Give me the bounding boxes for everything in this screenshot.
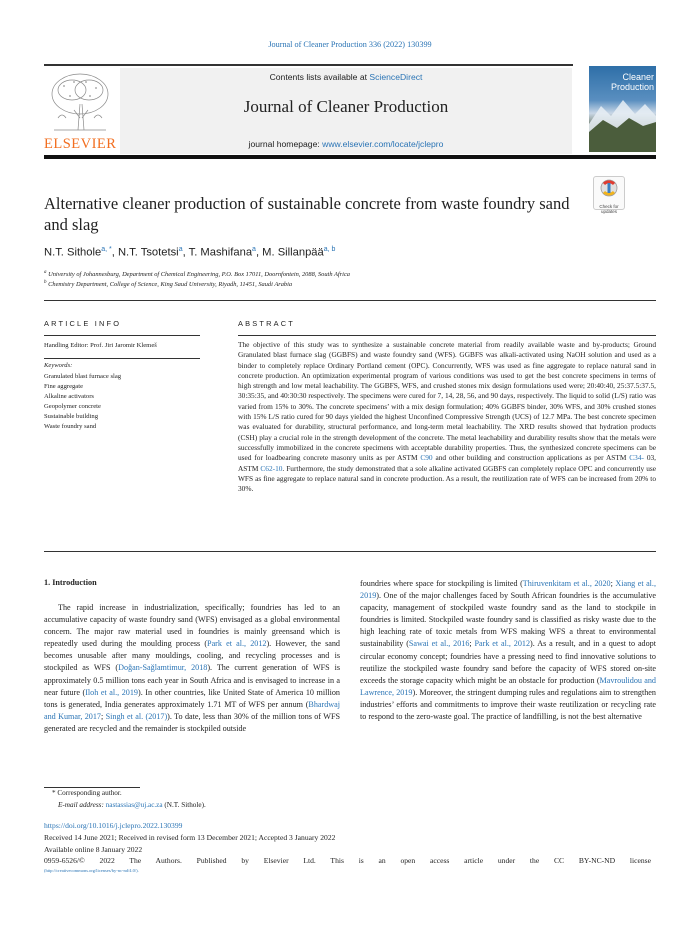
author-name[interactable]: M. Sillanpää bbox=[262, 246, 324, 259]
doi-link[interactable]: https://doi.org/10.1016/j.jclepro.2022.130399 bbox=[44, 821, 183, 830]
keyword: Waste foundry sand bbox=[44, 423, 97, 430]
affiliation bbox=[44, 280, 292, 288]
available-online-date: Available online 8 January 2022 bbox=[44, 845, 143, 854]
citation-link[interactable]: Mavroulidou and Lawrence, 2019 bbox=[360, 675, 656, 697]
affiliation-key: b bbox=[44, 280, 47, 285]
journal-cover-image[interactable] bbox=[589, 66, 656, 152]
body-text: ; bbox=[101, 711, 106, 721]
introduction-heading: 1. Introduction bbox=[44, 578, 97, 587]
journal-homepage-link[interactable]: www.elsevier.com/locate/jclepro bbox=[322, 139, 444, 149]
email-label: E-mail address: bbox=[58, 801, 106, 809]
article-info-heading: ARTICLE INFO bbox=[44, 319, 122, 328]
citation-link[interactable]: Singh et al. (2017) bbox=[105, 711, 168, 721]
author-affiliation-mark[interactable]: a, * bbox=[101, 246, 112, 253]
handling-editor: Handling Editor: Prof. Jiri Jaromir Klemeš bbox=[44, 342, 157, 349]
keyword: Sustainable building bbox=[44, 413, 99, 420]
citation-link[interactable]: Doğan-Sağlamtimur, 2018 bbox=[118, 663, 208, 673]
keyword: Geopolymer concrete bbox=[44, 403, 101, 410]
citation-link[interactable]: Xiang et al., 2019 bbox=[360, 579, 656, 601]
author-affiliation-mark[interactable]: a, b bbox=[323, 246, 336, 253]
body-text: ). To date, less than 30% of the million tons of WFS generated are recycled and the remainder is stockpiled outside bbox=[44, 711, 340, 733]
license-link[interactable]: (http://creativecommons.org/licenses/by-nc-nd/4.0/). bbox=[44, 868, 139, 873]
author-affiliation-mark[interactable]: a bbox=[178, 246, 183, 253]
affiliation-text: University of Johannesburg, Department of Chemical Engineering, P.O. Box 17011, Doornfontein, 2088, South Africa bbox=[48, 271, 350, 279]
abstract-rule bbox=[238, 335, 656, 336]
sciencedirect-link[interactable]: ScienceDirect bbox=[369, 72, 423, 82]
abstract-text bbox=[238, 340, 656, 494]
keyword: Granulated blast furnace slag bbox=[44, 373, 122, 380]
body-text: ). However, the sand becomes unusable after many mouldings, cooling, and recycling processes and is stockpiled as WFS ( bbox=[44, 639, 340, 673]
astm-c90-link[interactable]: C90 bbox=[420, 453, 433, 463]
journal-title: Journal of Cleaner Production bbox=[243, 97, 449, 116]
journal-homepage-line bbox=[120, 139, 572, 149]
citation-link[interactable]: Sawai et al., 2016 bbox=[408, 639, 470, 649]
received-dates: Received 14 June 2021; Received in revised form 13 December 2021; Accepted 3 January 2022 bbox=[44, 833, 336, 842]
crossmark-label: Check for updates bbox=[599, 204, 619, 214]
body-column-left bbox=[44, 602, 340, 735]
email-suffix: (N.T. Sithole). bbox=[162, 801, 206, 809]
body-text: foundries where space for stockpiling is limited ( bbox=[360, 579, 523, 588]
citation-link[interactable]: Park et al., 2012 bbox=[207, 639, 267, 649]
header-top-rule bbox=[44, 64, 573, 66]
abstract-segment: and other building and construction applications as per ASTM bbox=[432, 453, 630, 463]
keyword: Fine aggregate bbox=[44, 383, 83, 390]
body-text: ; bbox=[610, 579, 616, 588]
body-text: ). In other countries, like United State of America 10 million tons is generated, India generates approximately 1.71 MT of WFS per annum ( bbox=[44, 687, 340, 709]
contents-line bbox=[120, 72, 572, 82]
author-name[interactable]: T. Mashifana bbox=[188, 246, 253, 259]
keywords-heading: Keywords: bbox=[44, 362, 73, 369]
astm-c62-link[interactable]: C62-10 bbox=[260, 463, 283, 473]
author-name[interactable]: N.T. Sithole bbox=[44, 246, 102, 259]
cover-title: Cleaner Production bbox=[610, 72, 654, 92]
author-affiliation-mark[interactable]: a bbox=[252, 246, 256, 253]
body-text: ). As a result, and in a quest to adopt circular economy concept; foundries have a pressing need to find innovative solutions to reutilize the stockpiled waste foundry sand before the capacity of WFS stored on-site exceeds the storage capacity which might be an obstacle for production ( bbox=[360, 639, 656, 685]
affiliation-text: Chemistry Department, College of Science, King Saud University, Riyadh, 11451, Saudi Arabia bbox=[48, 281, 293, 289]
keywords-rule bbox=[44, 358, 200, 359]
body-text: ). The current generation of WFS is approximately 0.5 million tons each year in South Africa and is envisaged to increase in a near future ( bbox=[44, 663, 341, 697]
body-text: ). Moreover, the stringent dumping rules and regulations aim to strengthen industries’ efforts and commitments to improve their waste reutilization or recycling rate to respond to the zero-waste goal. The practice of landfilling, is not the best alternative bbox=[360, 687, 656, 722]
body-text: ). One of the major challenges faced by South African foundries is the accumulative capacity, management of stockpiled waste foundry sand as the land to stockpile in foundries is limited. Stockpiled waste foundry sand is classified as risky waste due to the high leaching rate of toxic metals from WFS making WFS a threat to environmental sustainability ( bbox=[360, 591, 656, 649]
email-link[interactable]: nastassias@uj.ac.za bbox=[105, 801, 163, 809]
citation-link[interactable]: Park et al., 2012 bbox=[474, 639, 531, 649]
article-title: Alternative cleaner production of sustainable concrete from waste foundry sand and slag bbox=[44, 194, 570, 234]
astm-c34-link[interactable]: C34- bbox=[629, 453, 644, 463]
check-for-updates-badge[interactable] bbox=[593, 176, 625, 214]
license-statement: 0959-6526/© 2022 The Authors. Published by Elsevier Ltd. This is an open access article under the CC BY-NC-ND license bbox=[44, 856, 651, 865]
affiliation-rule bbox=[44, 300, 656, 301]
affiliation bbox=[44, 270, 350, 278]
citation-link[interactable]: Bhardwaj and Kumar, 2017 bbox=[44, 699, 340, 721]
corresponding-author-note: * Corresponding author. bbox=[52, 789, 122, 797]
abstract-heading: ABSTRACT bbox=[238, 319, 296, 328]
citation-link[interactable]: Thiruvenkitam et al., 2020 bbox=[522, 579, 611, 588]
body-column-right bbox=[360, 578, 656, 723]
body-text: The rapid increase in industrialization, specifically; foundries has led to an accumulative capacity of waste foundry sand (WFS) envisaged as a global environmental concern. The major raw material used in foundries is mainly greensand which is repeatedly used during the moulding process ( bbox=[44, 603, 340, 649]
abstract-segment: . Furthermore, the study demonstrated that a sole alkaline activated GGBFS can completely replace OPC and concurrently use WFS as fine aggregate to replace natural sand in concrete production. As a result, the reutilization rate of WFS can be increased from 20% to 30%. bbox=[238, 463, 656, 494]
header-bottom-rule bbox=[44, 155, 656, 159]
email-line bbox=[58, 801, 206, 809]
homepage-prefix: journal homepage: bbox=[248, 139, 323, 149]
journal-citation-link[interactable]: Journal of Cleaner Production 336 (2022) 130399 bbox=[268, 40, 432, 49]
abstract-segment: 03, ASTM bbox=[238, 453, 656, 473]
affiliation-key: a bbox=[44, 270, 47, 275]
elsevier-wordmark: ELSEVIER bbox=[44, 136, 117, 152]
abstract-bottom-rule bbox=[44, 551, 656, 552]
keyword-list bbox=[44, 372, 121, 432]
author-list: N.T. Sithole$^{a, *}$, N.T. Tsotetsi$^a$, T. Mashifana$^a$, M. Sillanpää$^{a, b}$ bbox=[44, 246, 336, 259]
contents-prefix: Contents lists available at bbox=[269, 72, 370, 82]
author-name[interactable]: N.T. Tsotetsi bbox=[117, 246, 179, 259]
keyword: Alkaline activators bbox=[44, 393, 94, 400]
abstract-segment: The objective of this study was to synthesize a sustainable concrete material from readily available waste and by-products; Ground Granulated blast furnace slag (GGBFS) and waste foundry sand (WFS). GGBFS was alkali-activated using NaOH solution and used as a binder to completely replace Ordinary Portland cement (OPC). Concurrently, WFS was used as fine aggregate to replace natural sand in concrete production. An optimization experimental program of various conditions was used to get the best concrete specimens in terms of high strength and low metal leachability. The GGBFS, WFS, and crushed stones mix design formulations used were; 20:40:40, 25:37.5:37.5, 30:35:35, and 40:30:30 respectively. The specimens were cured for 7, 14, 28, 56, and 90 days, respectively. The liquid to solid (L/S) ratio was varied from 15% to 30%. The concrete specimens’ with a mix design formulation; 40% GGBFS binder, 30% WFS, and 30% crushed stones with 15% L/S ratio cured for 90 days yielded the highest Unconfined Compressive Strength (UCS) of 12.7 MPa. The best concrete specimen was evaluated for durability, structural performance, and long-term metal leachability. The XRD results showed that hydration products (CSH) play a crucial role in the strength development of the concrete. The metal leachability and durability results show that the metals were successfully immobilized in the concrete specimens with acceptable durability properties. Thus, the synthesized concrete specimens can be used for loadbearing concrete masonry units as per ASTM bbox=[238, 340, 656, 463]
citation-link[interactable]: Iloh et al., 2019 bbox=[85, 687, 138, 697]
crossmark-icon bbox=[594, 177, 624, 199]
body-text: ; bbox=[469, 639, 475, 649]
article-info-rule bbox=[44, 335, 200, 336]
footnote-rule bbox=[44, 787, 140, 788]
